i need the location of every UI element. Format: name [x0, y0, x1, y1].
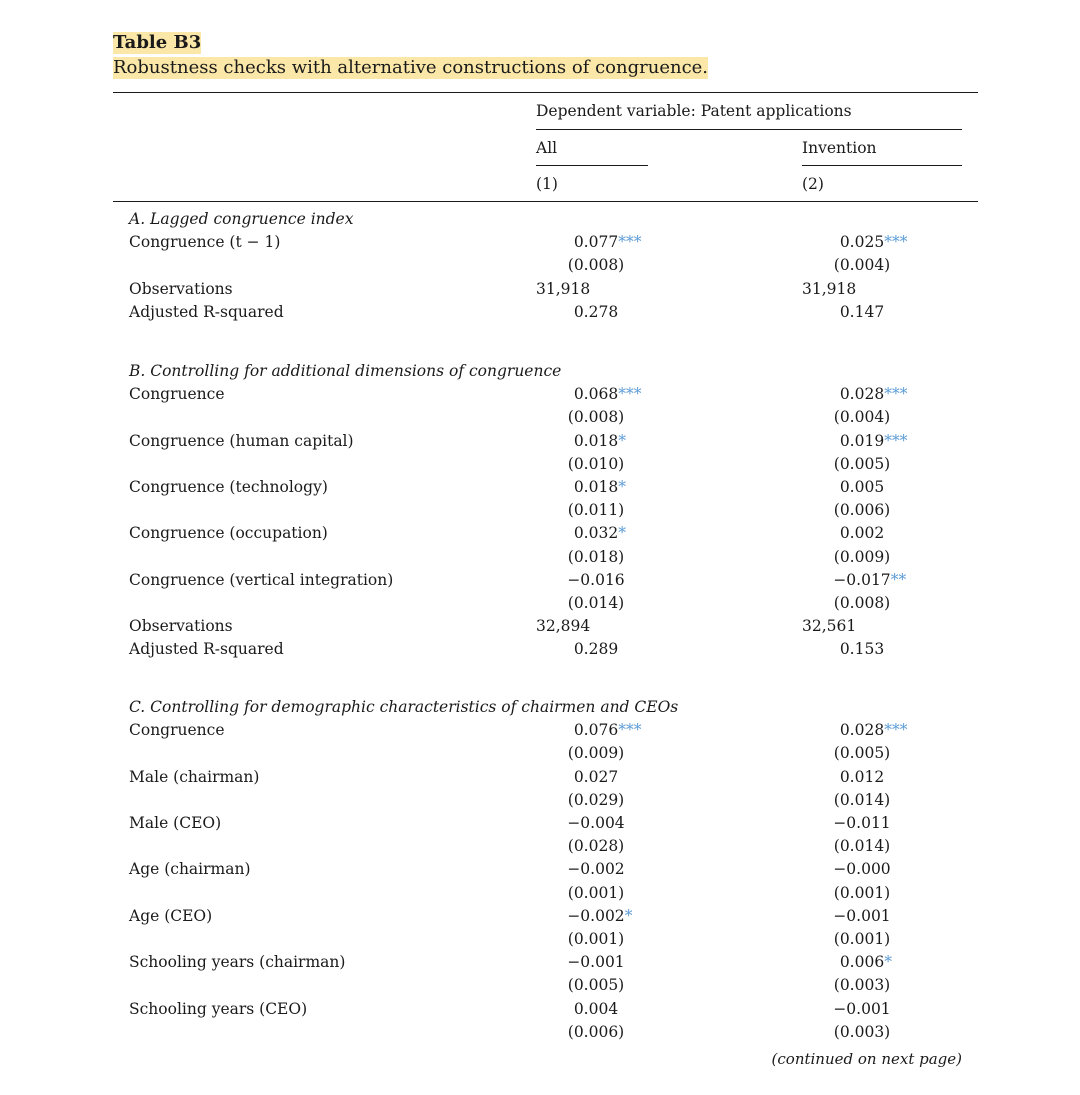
coefficient-cell — [802, 302, 922, 322]
coefficient-cell — [536, 720, 656, 740]
coefficient-cell — [802, 883, 922, 903]
cell-value: 0.153 — [839, 640, 885, 659]
cell-value: (0.018) — [567, 547, 625, 566]
significance-stars: ** — [890, 570, 907, 589]
cell-value: −0.002 — [567, 860, 625, 879]
cell-value: (0.009) — [567, 744, 625, 763]
column-header-all: All — [536, 139, 558, 157]
observations-cell — [802, 616, 856, 636]
cell-value: 0.002 — [839, 524, 885, 543]
cell-value: (0.005) — [833, 454, 891, 473]
cell-value: 0.028 — [839, 721, 885, 740]
coefficient-cell — [536, 570, 656, 590]
cell-value: (0.008) — [833, 594, 891, 612]
cell-value: (0.004) — [833, 256, 891, 275]
cell-value: −0.001 — [833, 906, 891, 925]
cell-value: (0.014) — [833, 790, 891, 809]
cell-value: 0.018 — [573, 478, 619, 496]
row-label: Adjusted R-squared — [129, 302, 284, 321]
coefficient-cell — [536, 859, 656, 879]
coefficient-cell — [536, 1022, 656, 1042]
row-label: Congruence (t − 1) — [129, 233, 281, 252]
row-label: Schooling years (chairman) — [129, 953, 346, 972]
coefficient-cell — [802, 570, 922, 590]
coefficient-cell — [802, 384, 922, 404]
significance-stars: * — [618, 478, 626, 496]
cell-value: 0.019 — [839, 431, 885, 450]
cell-value: 31,918 — [536, 279, 591, 298]
coefficient-cell — [536, 767, 656, 787]
column-number-2: (2) — [802, 175, 824, 193]
significance-stars: * — [624, 906, 633, 925]
coefficient-cell — [536, 523, 656, 543]
observations-cell — [802, 279, 856, 299]
row-label: Schooling years (CEO) — [129, 999, 308, 1018]
row-label: Congruence (vertical integration) — [129, 570, 394, 589]
cell-value: (0.011) — [567, 501, 625, 520]
cell-value: 0.004 — [573, 999, 619, 1018]
coefficient-cell — [802, 906, 922, 926]
coefficient-cell — [536, 500, 656, 520]
cell-value: −0.001 — [833, 999, 891, 1018]
coefficient-cell — [802, 952, 922, 972]
cell-value: −0.001 — [567, 953, 625, 972]
cell-value: 0.006 — [839, 953, 885, 972]
coefficient-cell — [802, 720, 922, 740]
cell-value: −0.017 — [833, 570, 891, 589]
cell-value: −0.002 — [567, 906, 625, 925]
row-label: Male (chairman) — [129, 767, 260, 786]
cell-value: (0.008) — [567, 408, 625, 427]
coefficient-cell — [536, 790, 656, 810]
row-label: Age (CEO) — [129, 906, 213, 925]
cell-value: 0.025 — [839, 233, 885, 252]
row-label: Observations — [129, 617, 233, 636]
coefficient-cell — [536, 302, 656, 322]
column-header-invention: Invention — [802, 139, 877, 157]
cell-value: (0.001) — [567, 883, 625, 902]
panel-title: A. Lagged congruence index — [129, 210, 354, 228]
panel-title: C. Controlling for demographic characteristics of chairmen and CEOs — [129, 698, 679, 716]
row-label: Congruence (technology) — [129, 478, 328, 496]
cell-value: −0.000 — [833, 860, 891, 879]
panel-title: B. Controlling for additional dimensions of congruence — [129, 362, 562, 380]
coefficient-cell — [536, 975, 656, 995]
cell-value: 0.027 — [573, 767, 619, 786]
coefficient-cell — [536, 593, 656, 613]
coefficient-cell — [536, 999, 656, 1019]
cell-value: −0.016 — [567, 570, 625, 589]
cell-value: 0.289 — [573, 640, 619, 659]
coefficient-cell — [802, 454, 922, 474]
col1-rule — [536, 165, 648, 166]
coefficient-cell — [536, 232, 656, 252]
coefficient-cell — [802, 500, 922, 520]
cell-value: 0.076 — [573, 721, 619, 740]
observations-cell — [536, 616, 590, 636]
cell-value: (0.005) — [567, 976, 625, 995]
observations-cell — [536, 279, 590, 299]
coefficient-cell — [802, 477, 922, 497]
cell-value: 32,561 — [802, 617, 857, 636]
table-label: Table B3 — [113, 32, 202, 53]
coefficient-cell — [802, 523, 922, 543]
coefficient-cell — [536, 255, 656, 275]
coefficient-cell — [536, 454, 656, 474]
row-label: Age (chairman) — [129, 860, 251, 879]
significance-stars: * — [618, 524, 626, 543]
row-label: Congruence — [129, 721, 225, 740]
cell-value: (0.014) — [567, 594, 625, 612]
significance-stars: *** — [618, 385, 642, 404]
significance-stars: *** — [884, 233, 908, 252]
cell-value: (0.003) — [833, 976, 891, 995]
cell-value: 0.278 — [573, 302, 619, 321]
cell-value: 0.005 — [839, 478, 885, 496]
coefficient-cell — [802, 431, 922, 451]
significance-stars: * — [618, 431, 626, 450]
coefficient-cell — [802, 859, 922, 879]
dependent-variable-header: Dependent variable: Patent applications — [536, 102, 852, 120]
row-label: Adjusted R-squared — [129, 640, 284, 659]
coefficient-cell — [802, 232, 922, 252]
cell-value: 0.012 — [839, 767, 885, 786]
coefficient-cell — [802, 593, 922, 613]
header-bottom-rule — [113, 201, 978, 202]
cell-value: 32,894 — [536, 617, 591, 636]
coefficient-cell — [802, 929, 922, 949]
row-label: Male (CEO) — [129, 814, 222, 832]
coefficient-cell — [536, 952, 656, 972]
cell-value: (0.008) — [567, 256, 625, 275]
coefficient-cell — [536, 906, 656, 926]
cell-value: −0.004 — [567, 814, 625, 832]
coefficient-cell — [802, 1022, 922, 1042]
coefficient-cell — [802, 975, 922, 995]
cell-value: (0.009) — [833, 547, 891, 566]
cell-value: −0.011 — [833, 814, 891, 832]
cell-value: (0.010) — [567, 454, 625, 473]
cell-value: 0.077 — [573, 233, 619, 252]
significance-stars: *** — [618, 721, 642, 740]
coefficient-cell — [536, 639, 656, 659]
table-caption: Robustness checks with alternative constructions of congruence. — [113, 57, 709, 78]
coefficient-cell — [536, 743, 656, 763]
cell-value: 31,918 — [802, 279, 857, 298]
significance-stars: * — [884, 953, 892, 972]
cell-value: 0.068 — [573, 385, 619, 404]
coefficient-cell — [802, 836, 922, 856]
continued-note: (continued on next page) — [771, 1050, 962, 1068]
dependent-rule — [536, 129, 962, 130]
column-number-1: (1) — [536, 175, 558, 193]
coefficient-cell — [536, 929, 656, 949]
coefficient-cell — [536, 431, 656, 451]
coefficient-cell — [802, 813, 922, 833]
cell-value: (0.001) — [567, 930, 625, 948]
coefficient-cell — [536, 384, 656, 404]
coefficient-cell — [802, 547, 922, 567]
coefficient-cell — [536, 883, 656, 903]
significance-stars: *** — [884, 431, 908, 450]
coefficient-cell — [802, 407, 922, 427]
cell-value: (0.029) — [567, 790, 625, 809]
cell-value: (0.006) — [567, 1022, 625, 1041]
row-label: Congruence (human capital) — [129, 431, 354, 450]
significance-stars: *** — [618, 233, 642, 252]
coefficient-cell — [536, 477, 656, 497]
coefficient-cell — [536, 547, 656, 567]
cell-value: (0.004) — [833, 408, 891, 427]
cell-value: (0.006) — [833, 501, 891, 520]
coefficient-cell — [802, 999, 922, 1019]
row-label: Congruence — [129, 385, 225, 404]
cell-value: (0.001) — [833, 883, 891, 902]
coefficient-cell — [536, 836, 656, 856]
significance-stars: *** — [884, 721, 908, 740]
cell-value: 0.018 — [573, 431, 619, 450]
top-rule — [113, 92, 978, 93]
cell-value: 0.147 — [839, 302, 885, 321]
cell-value: (0.014) — [833, 837, 891, 856]
row-label: Observations — [129, 279, 233, 298]
row-label: Congruence (occupation) — [129, 524, 328, 543]
coefficient-cell — [536, 813, 656, 833]
cell-value: (0.028) — [567, 837, 625, 856]
cell-value: 0.028 — [839, 385, 885, 404]
col2-rule — [802, 165, 962, 166]
significance-stars: *** — [884, 385, 908, 404]
cell-value: 0.032 — [573, 524, 619, 543]
cell-value: (0.005) — [833, 744, 891, 763]
coefficient-cell — [536, 407, 656, 427]
cell-value: (0.001) — [833, 930, 891, 948]
coefficient-cell — [802, 767, 922, 787]
coefficient-cell — [802, 743, 922, 763]
cell-value: (0.003) — [833, 1022, 891, 1041]
coefficient-cell — [802, 255, 922, 275]
coefficient-cell — [802, 790, 922, 810]
coefficient-cell — [802, 639, 922, 659]
